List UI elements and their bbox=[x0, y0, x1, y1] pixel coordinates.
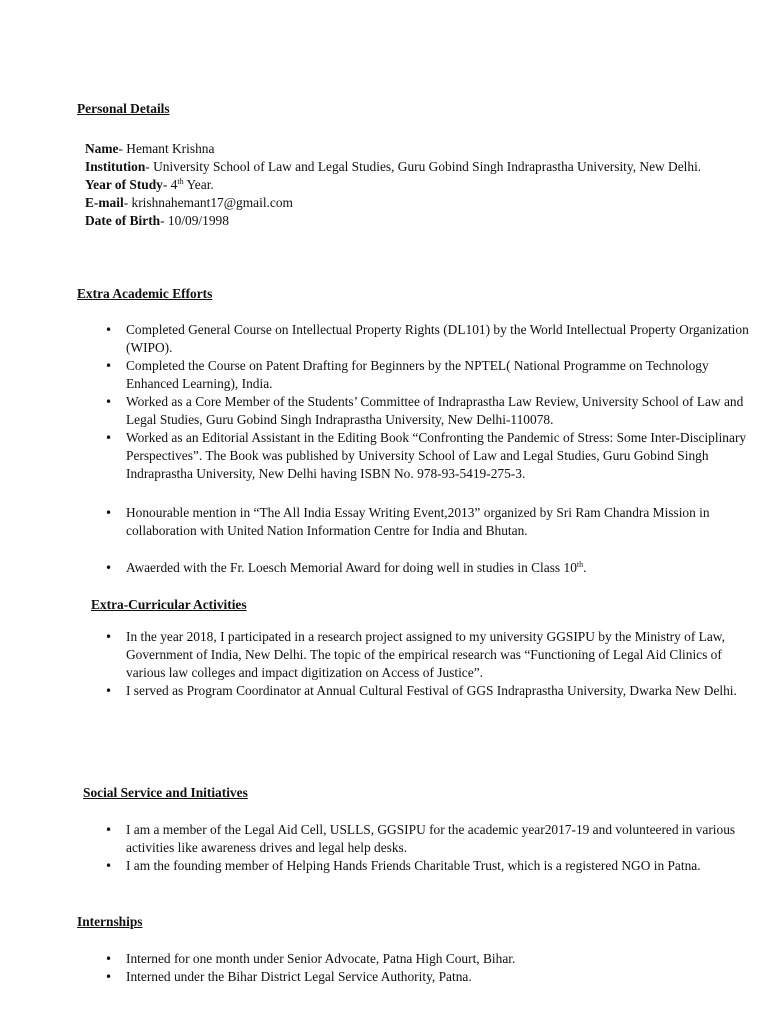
list-item: • Worked as a Core Member of the Students’ Committee of Indraprastha Law Review, University School of Law and Legal Studies, Guru Gobind Singh Indraprastha University, New Delhi-110078. bbox=[126, 393, 760, 429]
email-row bbox=[85, 194, 755, 212]
dob-row bbox=[85, 212, 755, 230]
extra-curricular-list bbox=[126, 628, 760, 700]
list-item: • Worked as an Editorial Assistant in the Editing Book “Confronting the Pandemic of Stress: Some Inter-Disciplinary Perspectives”. The Book was published by University School of Law and Legal Studies, Guru Gobind Singh Indraprastha University, New Delhi having ISBN No. 978-93-5419-275-3. bbox=[126, 429, 760, 483]
award-list bbox=[126, 559, 760, 577]
list-item: • I am the founding member of Helping Hands Friends Charitable Trust, which is a registered NGO in Patna. bbox=[126, 857, 760, 875]
personal-details-block bbox=[85, 140, 755, 230]
year-of-study-row bbox=[85, 176, 755, 194]
award-suffix: th bbox=[576, 560, 584, 569]
list-item: • In the year 2018, I participated in a research project assigned to my university GGSIPU by the Ministry of Law, Government of India, New Delhi. The topic of the empirical research was “Functioning of Legal Aid Clinics of various law colleges and impact digitization on Access of Justice”. bbox=[126, 628, 760, 682]
award-end: . bbox=[583, 560, 587, 575]
email-value: - krishnahemant17@gmail.com bbox=[123, 195, 293, 210]
award-text: Awaerded with the Fr. Loesch Memorial Award for doing well in studies in Class 10 bbox=[126, 560, 577, 575]
year-of-study-value: - 4 bbox=[162, 177, 178, 192]
email-label: E-mail bbox=[85, 195, 124, 210]
year-of-study-suffix: th bbox=[177, 177, 184, 186]
dob-label: Date of Birth bbox=[85, 213, 161, 228]
internships-list bbox=[126, 950, 760, 986]
institution-row bbox=[85, 158, 755, 176]
name-value: - Hemant Krishna bbox=[118, 141, 215, 156]
list-item: • Completed General Course on Intellectual Property Rights (DL101) by the World Intellectual Property Organization (WIPO). bbox=[126, 321, 760, 357]
list-item: • I served as Program Coordinator at Annual Cultural Festival of GGS Indraprastha University, Dwarka New Delhi. bbox=[126, 682, 760, 700]
year-of-study-unit: Year. bbox=[183, 177, 214, 192]
list-item: • Interned for one month under Senior Advocate, Patna High Court, Bihar. bbox=[126, 950, 760, 968]
institution-label: Institution bbox=[85, 159, 146, 174]
extra-curricular-heading: Extra-Curricular Activities bbox=[91, 597, 247, 612]
list-item: • Honourable mention in “The All India Essay Writing Event,2013” organized by Sri Ram Chandra Mission in collaboration with United Nation Information Centre for India and Bhutan. bbox=[126, 504, 760, 540]
list-item: • Interned under the Bihar District Legal Service Authority, Patna. bbox=[126, 968, 760, 986]
year-of-study-label: Year of Study bbox=[85, 177, 163, 192]
institution-value: - University School of Law and Legal Studies, Guru Gobind Singh Indraprastha University, New Delhi. bbox=[145, 159, 702, 174]
internships-heading: Internships bbox=[77, 914, 143, 929]
name-label: Name bbox=[85, 141, 119, 156]
personal-details-heading: Personal Details bbox=[77, 101, 170, 116]
social-service-heading: Social Service and Initiatives bbox=[83, 785, 248, 800]
list-item bbox=[126, 559, 760, 577]
list-item: • I am a member of the Legal Aid Cell, USLLS, GGSIPU for the academic year2017-19 and volunteered in various activities like awareness drives and legal help desks. bbox=[126, 821, 760, 857]
name-row bbox=[85, 140, 755, 158]
dob-value: - 10/09/1998 bbox=[160, 213, 229, 228]
list-item: • Completed the Course on Patent Drafting for Beginners by the NPTEL( National Programme on Technology Enhanced Learning), India. bbox=[126, 357, 760, 393]
extra-academic-heading: Extra Academic Efforts bbox=[77, 286, 213, 301]
social-service-list bbox=[126, 821, 760, 875]
honourable-mention-list bbox=[126, 504, 760, 540]
extra-academic-list bbox=[126, 321, 760, 483]
